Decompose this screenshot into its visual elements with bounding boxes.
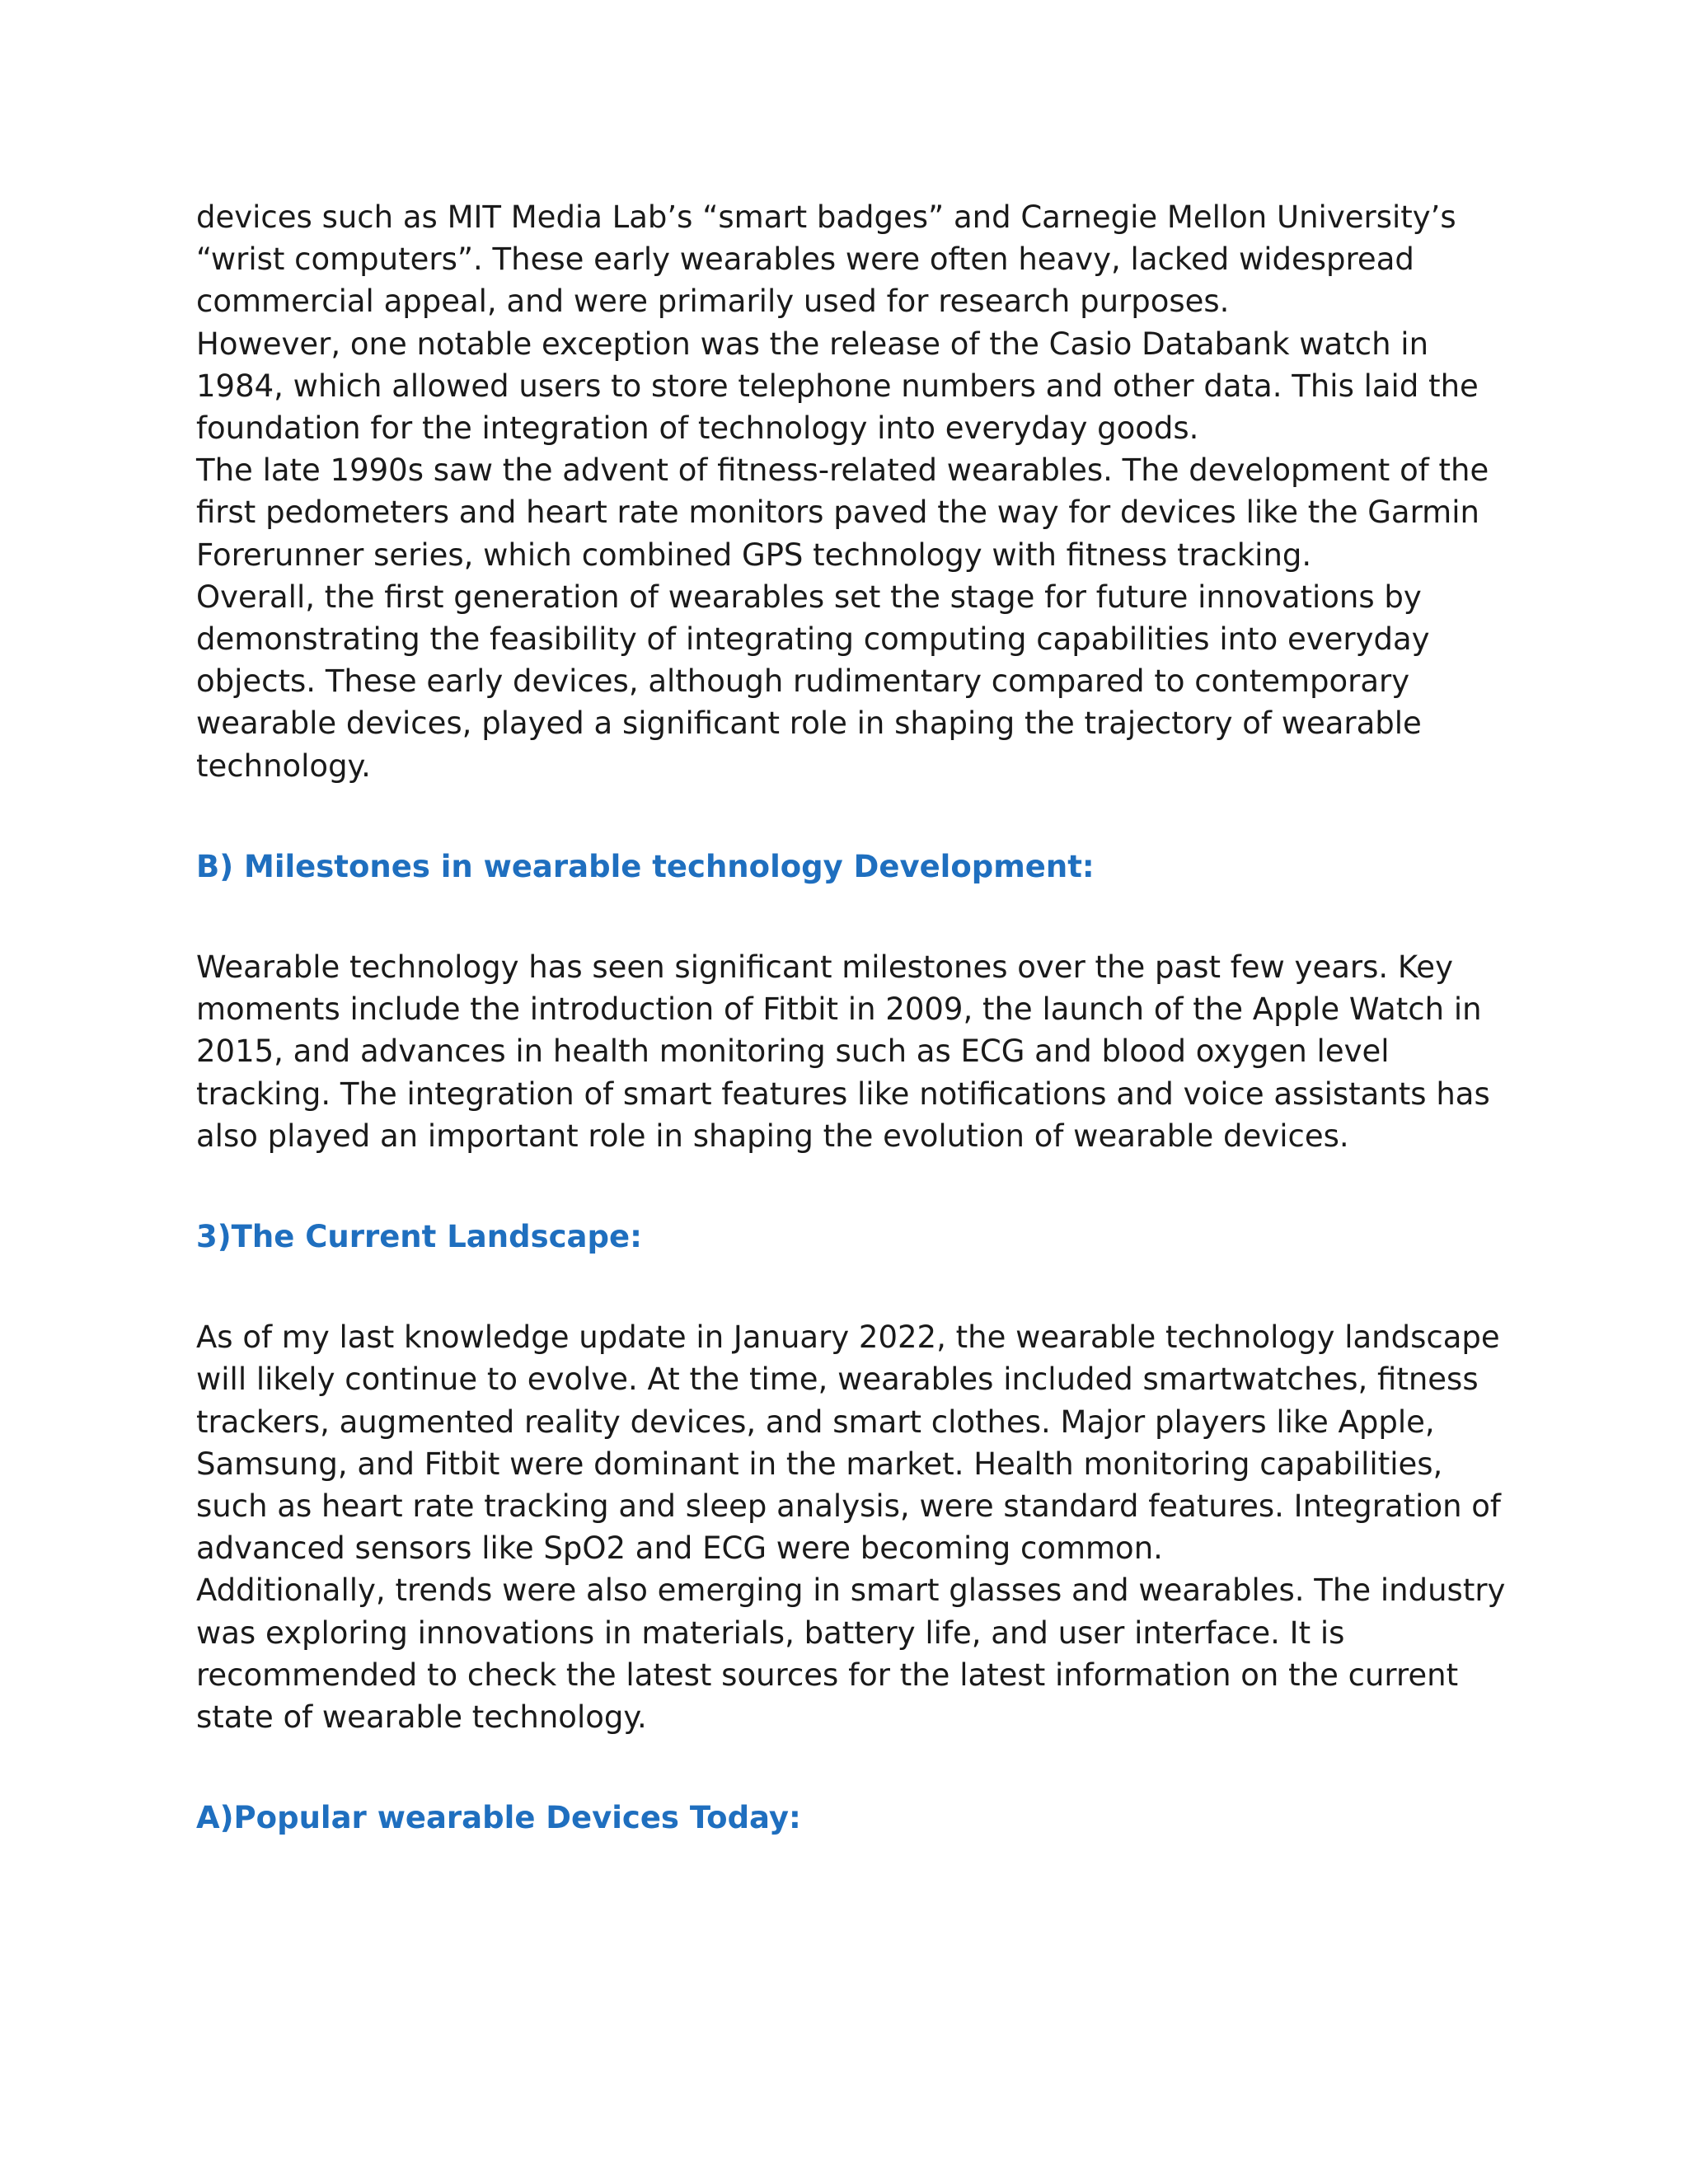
paragraph-milestones: Wearable technology has seen significant milestones over the past few years. Key moments include the introduction of Fitbit in 2009, the launch of the Apple Watch in 2015, and advances in health monitoring such as ECG and blood oxygen level tracking. The integration of smart features like notifications and voice assistants has also played an important role in shaping the evolution of wearable devices. xyxy=(196,949,1490,1154)
paragraph-first-generation-summary: Overall, the first generation of wearables set the stage for future innovations by demonstrating the feasibility of integrating computing capabilities into everyday objects. These early devices, although rudimentary compared to contemporary wearable devices, played a significant role in shaping the trajectory of wearable technology. xyxy=(196,579,1430,784)
paragraph-current-landscape: As of my last knowledge update in January 2022, the wearable technology landscape will likely continue to evolve. At the time, wearables included smartwatches, fitness trackers, augmented reality devices, and smart clothes. Major players like Apple, Samsung, and Fitbit were dominant in the market. Health monitoring capabilities, such as heart rate tracking and sleep analysis, were standard features. Integration of advanced sensors like SpO2 and ECG were becoming common. xyxy=(196,1319,1501,1567)
document-page xyxy=(196,196,1515,1840)
section-heading-popular-devices: A)Popular wearable Devices Today: xyxy=(196,1800,801,1836)
paragraph-casio-databank: However, one notable exception was the release of the Casio Databank watch in 1984, which allowed users to store telephone numbers and other data. This laid the foundation for the integration of technology into everyday goods. xyxy=(196,326,1479,447)
paragraph-early-devices: devices such as MIT Media Lab’s “smart badges” and Carnegie Mellon University’s “wrist computers”. These early wearables were often heavy, lacked widespread commercial appeal, and were primarily used for research purposes. xyxy=(196,199,1456,320)
section-heading-current-landscape: 3)The Current Landscape: xyxy=(196,1219,642,1255)
paragraph-fitness-wearables: The late 1990s saw the advent of fitness-related wearables. The development of the first pedometers and heart rate monitors paved the way for devices like the Garmin Forerunner series, which combined GPS technology with fitness tracking. xyxy=(196,452,1489,573)
paragraph-emerging-trends: Additionally, trends were also emerging in smart glasses and wearables. The industry was exploring innovations in materials, battery life, and user interface. It is recommended to check the latest sources for the latest information on the current state of wearable technology. xyxy=(196,1572,1506,1736)
section-heading-milestones: B) Milestones in wearable technology Development: xyxy=(196,848,1095,884)
